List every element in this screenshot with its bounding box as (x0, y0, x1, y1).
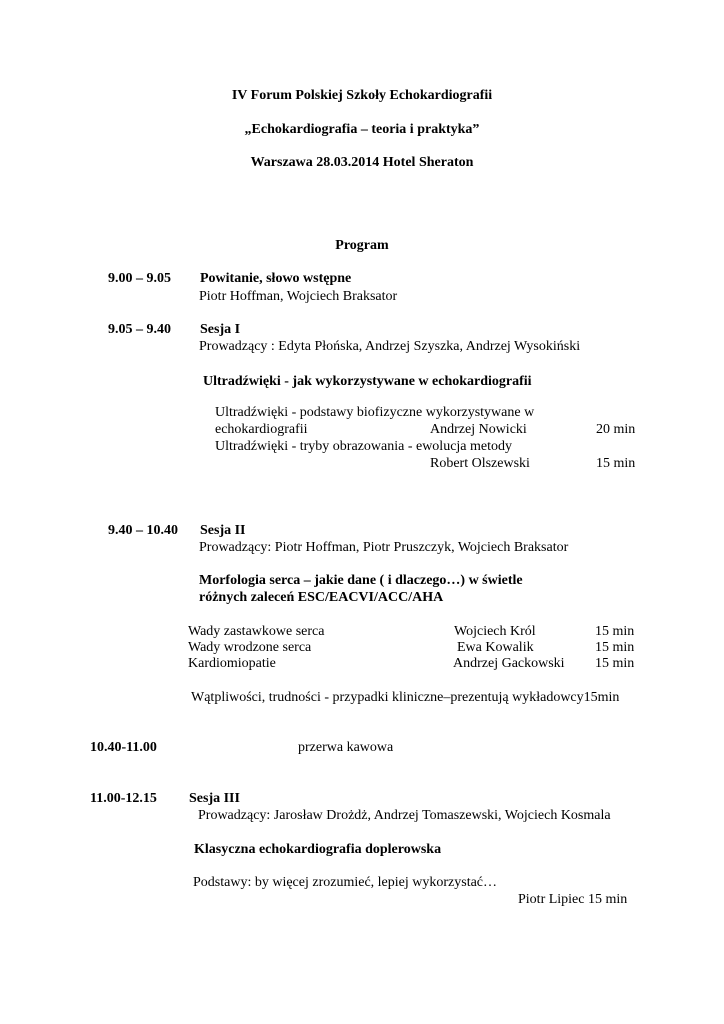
session2-moderators: Prowadzący: Piotr Hoffman, Piotr Pruszczyk, Wojciech Braksator (199, 540, 569, 555)
session3-talk-title: Podstawy: by więcej zrozumieć, lepiej wykorzystać… (193, 875, 498, 890)
session3-title: Sesja III (189, 791, 240, 806)
session2-talk1-title: Wady zastawkowe serca (188, 624, 325, 639)
place-date: Warszawa 28.03.2014 Hotel Sheraton (250, 155, 474, 170)
session2-talk1-duration: 15 min (595, 624, 635, 639)
session2-time: 9.40 – 10.40 (108, 523, 178, 538)
session3-time: 11.00-12.15 (90, 791, 157, 806)
session3-moderators: Prowadzący: Jarosław Drożdż, Andrzej Tomaszewski, Wojciech Kosmala (198, 808, 611, 823)
session1-talk1-speaker: Andrzej Nowicki (430, 422, 527, 437)
session2-talk3-duration: 15 min (595, 656, 635, 671)
session2-talk2-title: Wady wrodzone serca (188, 640, 312, 655)
forum-title: IV Forum Polskiej Szkoły Echokardiografii (231, 88, 493, 103)
session3-topic: Klasyczna echokardiografia doplerowska (194, 842, 442, 857)
session2-title: Sesja II (200, 523, 246, 538)
session1-talk1-title-line2: echokardiografii (215, 422, 308, 437)
session1-time: 9.05 – 9.40 (108, 322, 171, 337)
session1-title: Sesja I (200, 322, 241, 337)
session1-talk1-title-line1: Ultradźwięki - podstawy biofizyczne wykorzystywane w (215, 405, 535, 420)
break-time: 10.40-11.00 (90, 740, 157, 755)
session2-topic-line1: Morfologia serca – jakie dane ( i dlaczego…) w świetle (199, 573, 523, 588)
session1-talk2-duration: 15 min (596, 456, 636, 471)
session1-talk2-speaker: Robert Olszewski (430, 456, 530, 471)
welcome-speakers: Piotr Hoffman, Wojciech Braksator (199, 289, 398, 304)
session2-talk1-speaker: Wojciech Król (454, 624, 536, 639)
session2-talk2-duration: 15 min (595, 640, 635, 655)
session1-moderators: Prowadzący : Edyta Płońska, Andrzej Szyszka, Andrzej Wysokiński (199, 339, 581, 354)
session1-talk1-duration: 20 min (596, 422, 636, 437)
session2-talk2-speaker: Ewa Kowalik (457, 640, 534, 655)
session2-talk3-speaker: Andrzej Gackowski (453, 656, 565, 671)
break-label: przerwa kawowa (298, 740, 394, 755)
program-heading: Program (335, 238, 389, 253)
session2-topic-line2: różnych zaleceń ESC/EACVI/ACC/AHA (199, 590, 444, 605)
session3-talk-speaker-duration: Piotr Lipiec 15 min (518, 892, 628, 907)
session1-topic: Ultradźwięki - jak wykorzystywane w echokardiografii (203, 374, 532, 389)
forum-subtitle: „Echokardiografia – teoria i praktyka” (244, 122, 480, 137)
session2-cases: Wątpliwości, trudności - przypadki kliniczne–prezentują wykładowcy15min (191, 690, 620, 705)
session1-talk2-title: Ultradźwięki - tryby obrazowania - ewolucja metody (215, 439, 513, 454)
session2-talk3-title: Kardiomiopatie (188, 656, 276, 671)
welcome-time: 9.00 – 9.05 (108, 271, 171, 286)
welcome-title: Powitanie, słowo wstępne (200, 271, 352, 286)
